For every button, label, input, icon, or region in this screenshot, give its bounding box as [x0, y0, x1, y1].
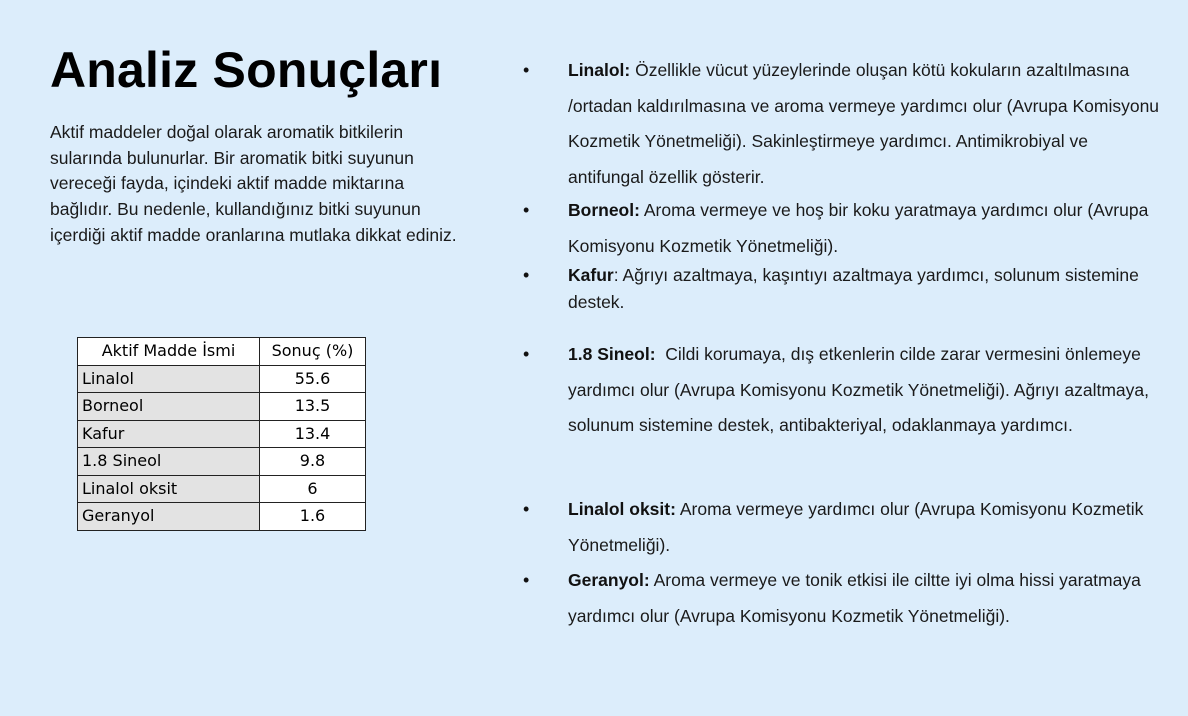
- table-cell-value: 9.8: [260, 448, 366, 476]
- bullet-icon: •: [523, 344, 530, 364]
- substance-name: Kafur: [568, 265, 614, 285]
- substance-description: Cildi korumaya, dış etkenlerin cilde zarar vermesini önlemeye yardımcı olur (Avrupa Komisyonu Kozmetik Yönetmeliği). Ağrıyı azaltmaya, solunum sistemine destek, antibakteriyal, odaklanmaya yardımcı.: [568, 344, 1154, 435]
- intro-paragraph: Aktif maddeler doğal olarak aromatik bitkilerin sularında bulunurlar. Bir aromatik bitki suyunun vereceği fayda, içindeki aktif madde miktarına bağlıdır. Bu nedenle, kullandığınız bitki suyunun içerdiği aktif madde oranlarına mutlaka dikkat ediniz.: [50, 122, 457, 245]
- substance-name: Linalol oksit:: [568, 499, 676, 519]
- list-item-linalol: [523, 53, 1168, 195]
- list-item-geranyol: [523, 563, 1168, 634]
- substance-name: Linalol:: [568, 60, 631, 80]
- table-cell-name: Linalol oksit: [78, 475, 260, 503]
- column-header-result: Sonuç (%): [260, 338, 366, 366]
- page-title: Analiz Sonuçları: [50, 42, 443, 98]
- table-cell-value: 6: [260, 475, 366, 503]
- substance-name: 1.8 Sineol:: [568, 344, 656, 364]
- table-cell-name: Borneol: [78, 393, 260, 421]
- column-header-name: Aktif Madde İsmi: [78, 338, 260, 366]
- bullet-icon: •: [523, 499, 530, 519]
- list-item-kafur: [523, 262, 1168, 316]
- table-cell-value: 55.6: [260, 365, 366, 393]
- table-row: [78, 503, 366, 531]
- table-cell-value: 13.5: [260, 393, 366, 421]
- list-item-linalol-oksit: [523, 492, 1168, 563]
- list-item-sineol: [523, 337, 1168, 444]
- table-row: [78, 448, 366, 476]
- substance-description: Aroma vermeye yardımcı olur (Avrupa Komisyonu Kozmetik Yönetmeliği).: [568, 499, 1144, 555]
- table-row: [78, 475, 366, 503]
- substance-description: Aroma vermeye ve tonik etkisi ile ciltte iyi olma hissi yaratmaya yardımcı olur (Avrupa Komisyonu Kozmetik Yönetmeliği).: [568, 570, 1141, 626]
- list-item-borneol: [523, 193, 1168, 264]
- bullet-icon: •: [523, 570, 530, 590]
- table-cell-name: Geranyol: [78, 503, 260, 531]
- table-row: [78, 420, 366, 448]
- table-cell-name: 1.8 Sineol: [78, 448, 260, 476]
- table-cell-name: Kafur: [78, 420, 260, 448]
- table-cell-name: Linalol: [78, 365, 260, 393]
- table-cell-value: 13.4: [260, 420, 366, 448]
- table-header-row: [78, 338, 366, 366]
- substance-description: : Ağrıyı azaltmaya, kaşıntıyı azaltmaya yardımcı, solunum sistemine destek.: [568, 265, 1139, 312]
- bullet-icon: •: [523, 265, 530, 285]
- results-table-container: [77, 337, 366, 531]
- table-row: [78, 365, 366, 393]
- bullet-icon: •: [523, 200, 530, 220]
- substance-description: Aroma vermeye ve hoş bir koku yaratmaya yardımcı olur (Avrupa Komisyonu Kozmetik Yönetmeliği).: [568, 200, 1149, 256]
- results-table: [77, 337, 366, 531]
- substance-name: Borneol:: [568, 200, 640, 220]
- substance-name: Geranyol:: [568, 570, 650, 590]
- bullet-icon: •: [523, 60, 530, 80]
- table-row: [78, 393, 366, 421]
- table-cell-value: 1.6: [260, 503, 366, 531]
- substance-description: Özellikle vücut yüzeylerinde oluşan kötü kokuların azaltılmasına /ortadan kaldırılmasına ve aroma vermeye yardımcı olur (Avrupa Komisyonu Kozmetik Yönetmeliği). Sakinleştirmeye yardımcı. Antimikrobiyal ve antifungal özellik gösterir.: [568, 60, 1160, 187]
